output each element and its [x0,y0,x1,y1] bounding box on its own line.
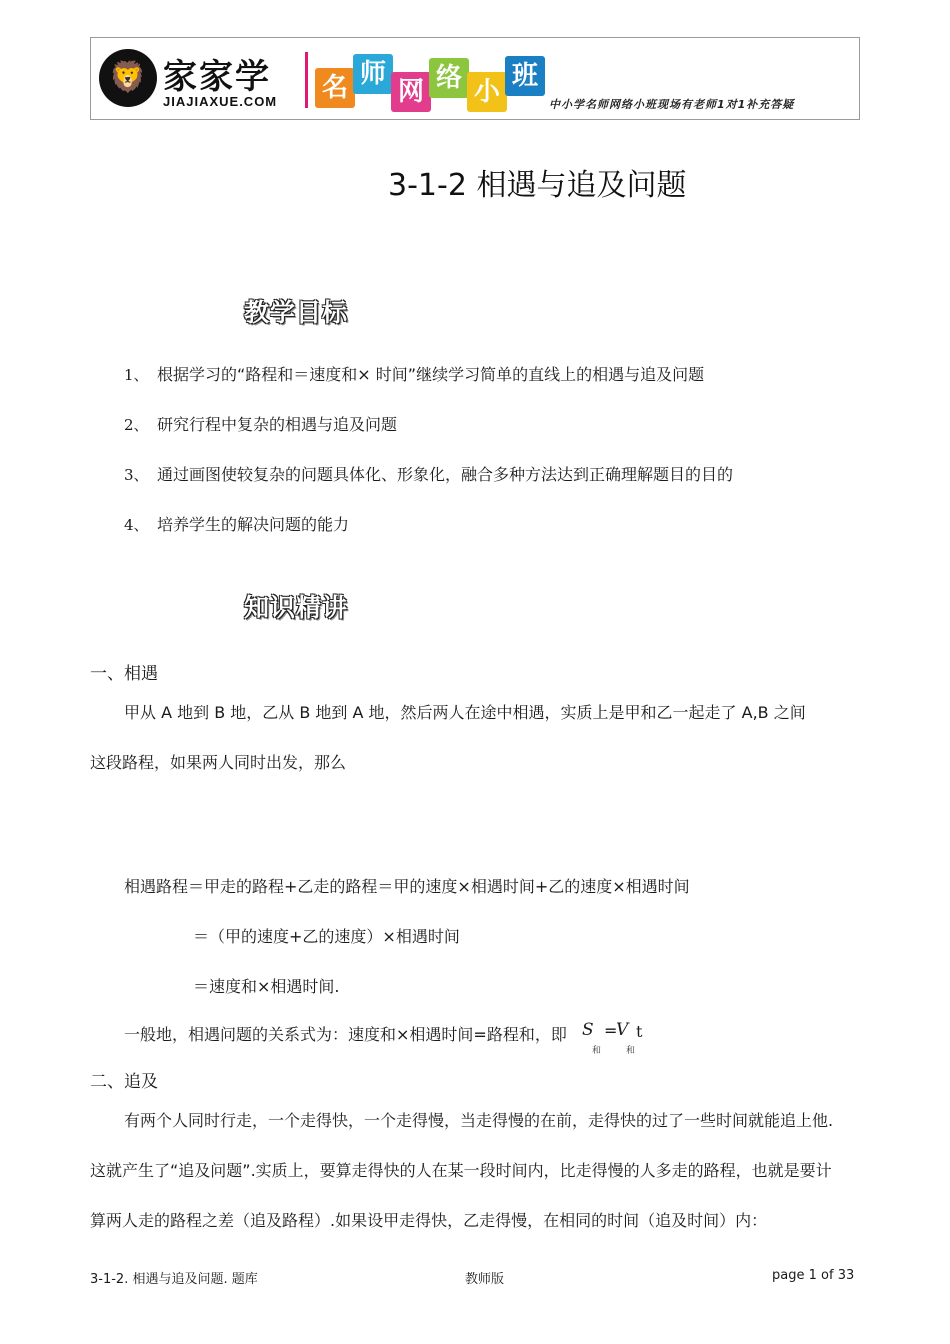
goal-text: 培养学生的解决问题的能力 [157,515,350,534]
header-slogan: 中小学名师网络小班现场有老师1对1补充答疑 [549,98,795,111]
page-label: page [772,1268,805,1283]
page-of-label: of [821,1268,834,1283]
goal-number: 3、 [124,466,149,484]
knowledge-heading: 知识精讲 [244,593,349,622]
formula-equals: = [604,1021,618,1040]
header-banner [90,37,860,120]
logo-tile: 络 [429,58,469,98]
brand-name-en: JIAJIAXUE.COM [163,94,278,109]
lion-logo-icon: 🦁 [99,49,157,107]
footer-page-number [772,1268,854,1283]
goal-text: 根据学习的“路程和＝速度和× 时间”继续学习简单的直线上的相遇与追及问题 [157,365,705,384]
goal-number: 2、 [124,416,149,434]
paragraph-line: 有两个人同时行走，一个走得快，一个走得慢，当走得慢的在前，走得快的过了一些时间就能追上他. [124,1111,834,1130]
page-total: 33 [837,1268,855,1283]
goal-text: 研究行程中复杂的相遇与追及问题 [157,415,398,434]
goal-text: 通过画图使较复杂的问题具体化、形象化，融合多种方法达到正确理解题目的目的 [157,465,734,484]
relation-line [124,1022,567,1045]
page-current: 1 [808,1268,817,1283]
section-heading-chase: 二、追及 [90,1072,158,1092]
logo-tile: 班 [505,56,545,96]
equation-line: ＝速度和×相遇时间. [193,977,340,996]
logo-tile: 名 [315,68,355,108]
formula-t: t [636,1022,643,1041]
paragraph-line: 算两人走的路程之差（追及路程）.如果设甲走得快，乙走得慢，在相同的时间（追及时间）内： [90,1211,768,1230]
section-heading-meeting: 一、相遇 [90,664,158,684]
logo-tile: 小 [467,72,507,112]
formula-subscript: 和 [626,1046,636,1056]
goal-number: 1、 [124,366,149,384]
equation-line: ＝（甲的速度+乙的速度）×相遇时间 [193,927,460,946]
footer-edition: 教师版 [465,1272,505,1287]
logo-tile: 网 [391,72,431,112]
equation-line: 相遇路程＝甲走的路程+乙走的路程＝甲的速度×相遇时间+乙的速度×相遇时间 [124,877,690,896]
logo-tile: 师 [353,54,393,94]
relation-text: 一般地，相遇问题的关系式为：速度和×相遇时间=路程和，即 [124,1025,567,1044]
brand-name-cn: 家家学 [163,57,271,97]
paragraph-line: 这就产生了“追及问题”.实质上，要算走得快的人在某一段时间内，比走得慢的人多走的路程，也就是要计 [90,1161,832,1180]
formula-subscript: 和 [592,1046,602,1056]
goals-heading: 教学目标 [244,298,349,327]
paragraph-line: 这段路程，如果两人同时出发，那么 [90,753,347,772]
formula-v: V [616,1020,629,1040]
page-title: 3-1-2 相遇与追及问题 [388,168,687,203]
goal-number: 4、 [124,516,149,534]
formula-s: S [582,1020,594,1040]
paragraph-line: 甲从 A 地到 B 地，乙从 B 地到 A 地，然后两人在途中相遇，实质上是甲和乙一起走了 A,B 之间 [124,703,806,722]
footer-doc-name: 3-1-2. 相遇与追及问题. 题库 [90,1272,258,1287]
